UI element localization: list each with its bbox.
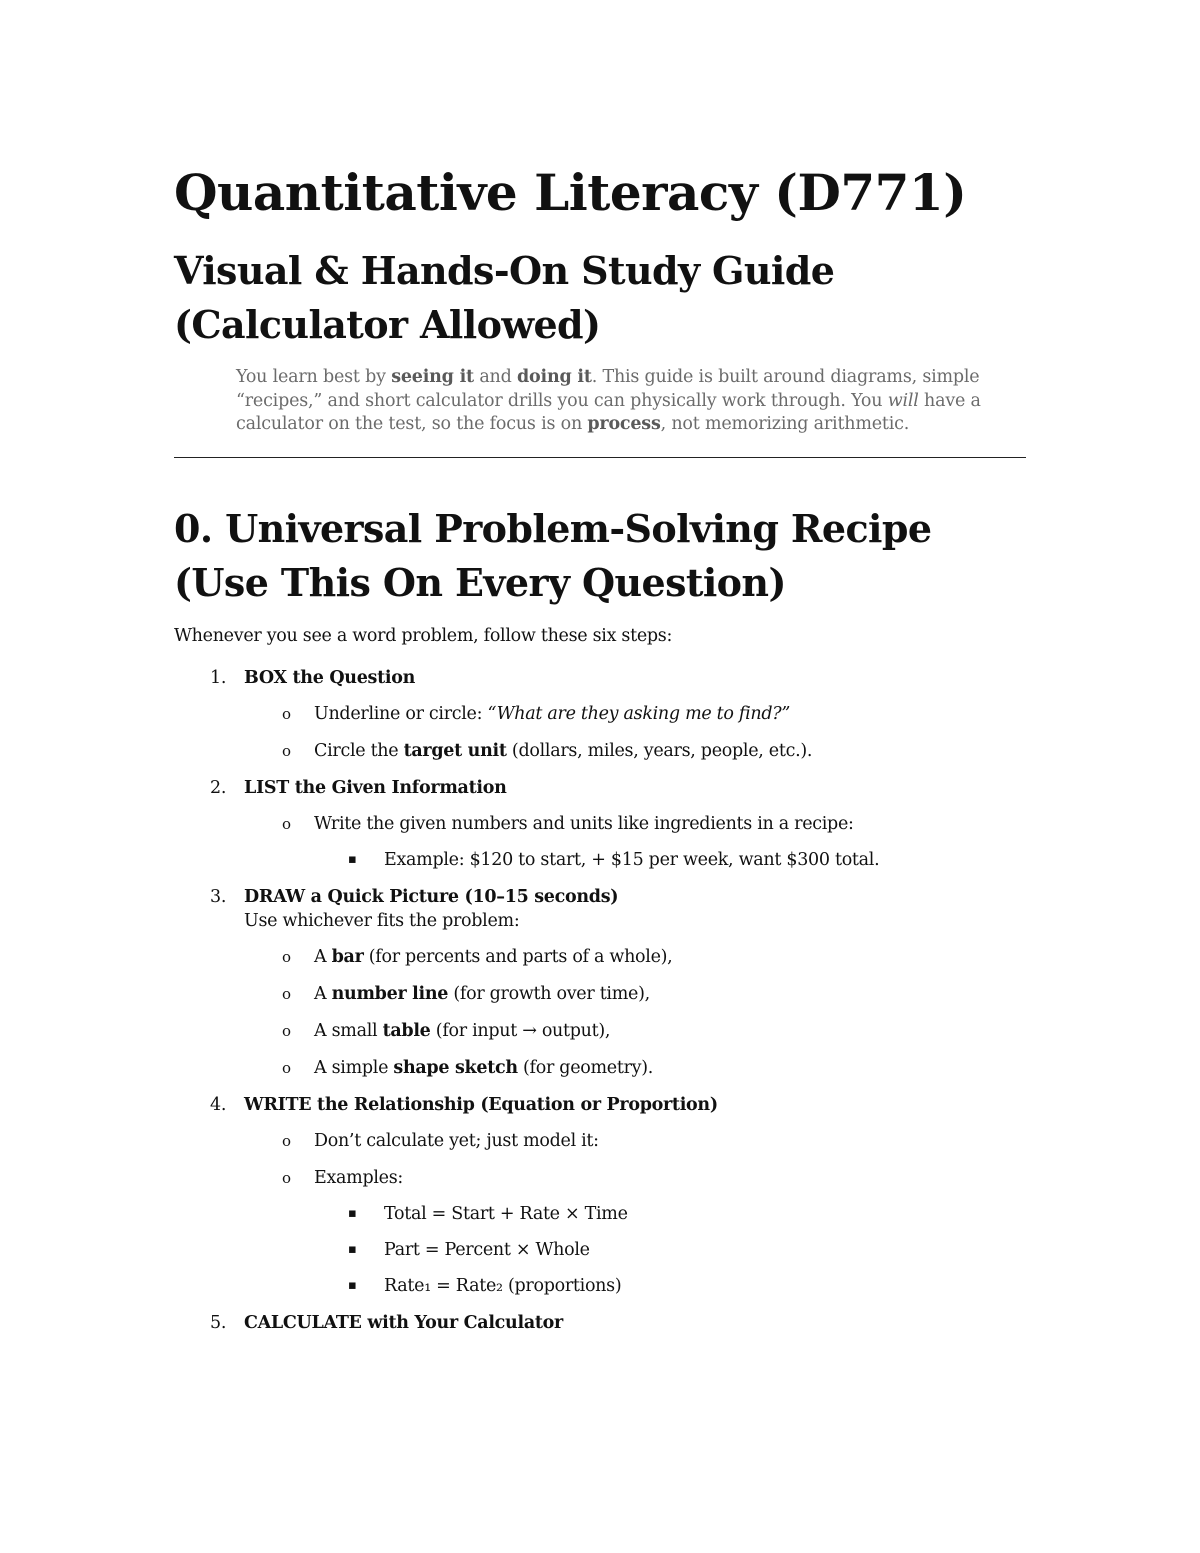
step-number: 5.	[210, 1312, 227, 1333]
document-subtitle	[174, 244, 1026, 352]
sub-list	[244, 812, 1026, 872]
sub-bold: target unit	[403, 740, 507, 761]
circle-bullet-icon: o	[282, 947, 291, 966]
intro-text-5: , not memorizing arithmetic.	[660, 414, 910, 434]
section-heading	[174, 502, 1026, 610]
sub-bold: table	[382, 1020, 431, 1041]
sub-list	[244, 1129, 1026, 1298]
intro-paragraph	[236, 366, 1026, 437]
list-item	[314, 1202, 1026, 1226]
sub-text: A small	[314, 1020, 383, 1041]
section-heading-line-1: 0. Universal Problem-Solving Recipe	[174, 505, 932, 551]
sub-sub-list	[314, 1202, 1026, 1298]
intro-text-3: . This guide is built around diagrams, simple “recipes,” and short calculator drills you can physically work through. You	[236, 367, 980, 411]
square-bullet-icon: ▪	[348, 851, 357, 867]
sub-bold: bar	[331, 946, 364, 967]
circle-bullet-icon: o	[282, 814, 291, 833]
sub-sub-text: Example: $120 to start, + $15 per week, want $300 total.	[384, 849, 880, 870]
sub-sub-text: Rate₁ = Rate₂ (proportions)	[384, 1275, 622, 1296]
list-item	[244, 702, 1026, 726]
circle-bullet-icon: o	[282, 1131, 291, 1150]
list-item	[244, 739, 1026, 763]
sub-text: (for percents and parts of a whole),	[363, 946, 673, 967]
list-item	[244, 1019, 1026, 1043]
sub-text: (for growth over time),	[448, 983, 650, 1004]
list-item	[174, 1311, 1026, 1335]
square-bullet-icon: ▪	[348, 1241, 357, 1257]
list-item	[314, 848, 1026, 872]
sub-text: Write the given numbers and units like ingredients in a recipe:	[314, 813, 854, 834]
steps-list	[174, 666, 1026, 1335]
list-item	[244, 812, 1026, 872]
sub-text: (dollars, miles, years, people, etc.).	[506, 740, 813, 761]
list-item	[244, 1129, 1026, 1153]
square-bullet-icon: ▪	[348, 1277, 357, 1293]
sub-text: Circle the	[314, 740, 404, 761]
step-number: 1.	[210, 667, 227, 688]
step-number: 3.	[210, 886, 227, 907]
list-item	[244, 982, 1026, 1006]
subtitle-line-2: (Calculator Allowed)	[174, 302, 601, 347]
step-title: DRAW a Quick Picture (10–15 seconds)	[244, 886, 619, 907]
sub-bold: shape sketch	[393, 1057, 518, 1078]
square-bullet-icon: ▪	[348, 1205, 357, 1221]
list-item	[174, 1093, 1026, 1298]
circle-bullet-icon: o	[282, 741, 291, 760]
step-title: WRITE the Relationship (Equation or Proportion)	[244, 1094, 718, 1115]
step-note: Use whichever fits the problem:	[244, 910, 520, 931]
sub-text: Don’t calculate yet; just model it:	[314, 1130, 599, 1151]
list-item	[174, 666, 1026, 763]
intro-bold-process: process	[587, 414, 661, 434]
intro-text-1: You learn best by	[236, 367, 392, 387]
step-number: 4.	[210, 1094, 227, 1115]
list-item	[174, 776, 1026, 872]
step-title: BOX the Question	[244, 667, 416, 688]
list-item	[244, 1056, 1026, 1080]
sub-sub-text: Part = Percent × Whole	[384, 1239, 590, 1260]
sub-text: Examples:	[314, 1167, 404, 1188]
subtitle-line-1: Visual & Hands-On Study Guide	[174, 248, 835, 293]
circle-bullet-icon: o	[282, 1058, 291, 1077]
sub-bold: number line	[331, 983, 449, 1004]
circle-bullet-icon: o	[282, 1168, 291, 1187]
list-item	[174, 885, 1026, 1080]
sub-text: A	[314, 946, 332, 967]
circle-bullet-icon: o	[282, 704, 291, 723]
circle-bullet-icon: o	[282, 1021, 291, 1040]
section-heading-line-2: (Use This On Every Question)	[174, 559, 786, 605]
list-item	[314, 1238, 1026, 1262]
sub-text: A simple	[314, 1057, 394, 1078]
intro-text-4: have a calculator on the test, so the focus is on	[236, 390, 981, 434]
intro-bold-seeing: seeing it	[391, 367, 474, 387]
sub-text: Underline or circle:	[314, 703, 488, 724]
intro-italic-will: will	[887, 390, 919, 411]
intro-bold-doing: doing it	[517, 367, 592, 387]
intro-text-2: and	[473, 367, 517, 387]
sub-list	[244, 945, 1026, 1080]
section-lead: Whenever you see a word problem, follow these six steps:	[174, 625, 673, 646]
step-number: 2.	[210, 777, 227, 798]
list-item	[314, 1274, 1026, 1298]
sub-sub-list	[314, 848, 1026, 872]
sub-text: (for input → output),	[430, 1020, 611, 1041]
step-title: CALCULATE with Your Calculator	[244, 1312, 563, 1333]
document-title: Quantitative Literacy (D771)	[174, 163, 967, 222]
sub-list	[244, 702, 1026, 763]
sub-sub-text: Total = Start + Rate × Time	[384, 1203, 628, 1224]
sub-italic: “What are they asking me to find?”	[487, 703, 790, 724]
horizontal-rule	[174, 457, 1026, 458]
list-item	[244, 1166, 1026, 1298]
list-item	[244, 945, 1026, 969]
sub-text: A	[314, 983, 332, 1004]
sub-text: (for geometry).	[517, 1057, 654, 1078]
step-title: LIST the Given Information	[244, 777, 507, 798]
circle-bullet-icon: o	[282, 984, 291, 1003]
document-page	[174, 160, 1026, 1345]
